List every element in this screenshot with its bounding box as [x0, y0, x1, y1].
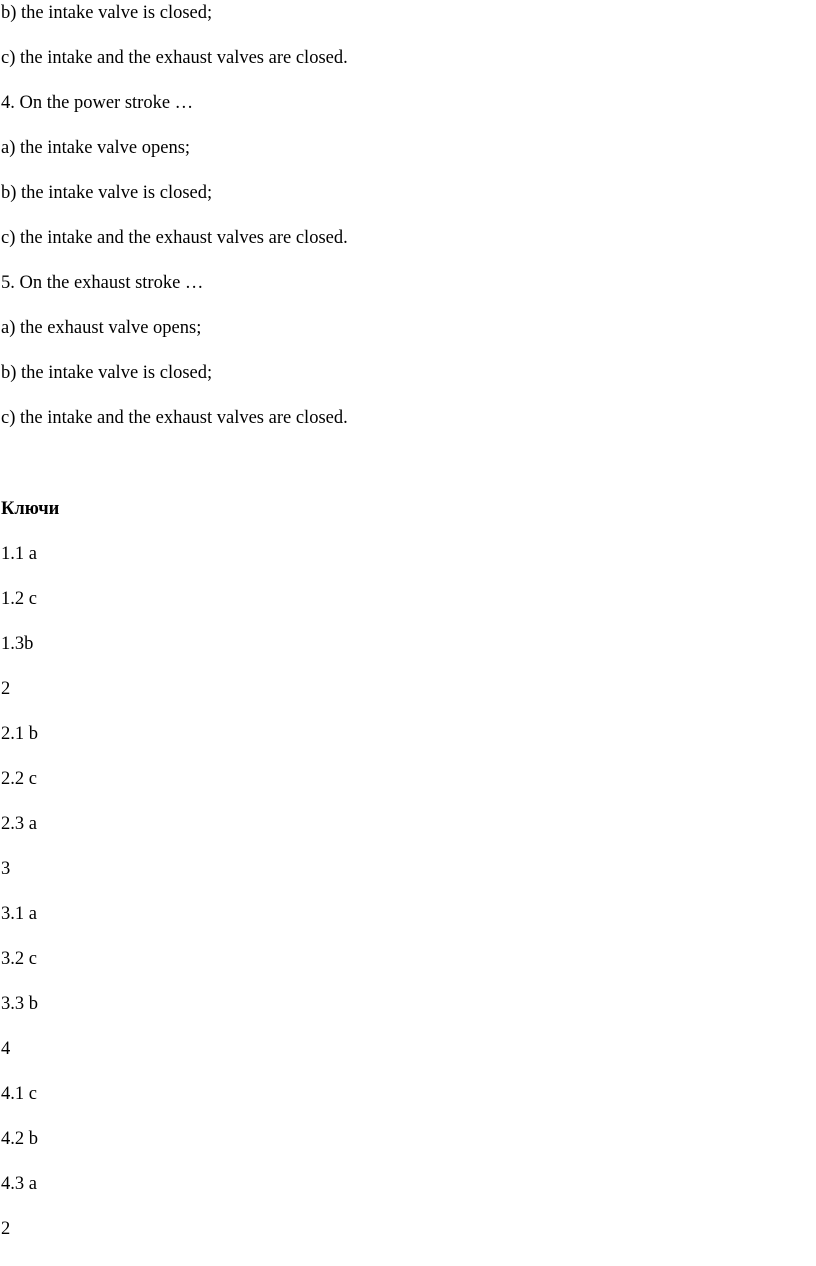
key-item: 1.2 c — [1, 589, 37, 609]
key-item: 3 — [1, 859, 11, 879]
key-item: 2 — [1, 679, 11, 699]
question-5-option-a: a) the exhaust valve opens; — [1, 318, 202, 338]
key-item: 3.2 c — [1, 949, 37, 969]
key-item: 4.3 a — [1, 1174, 37, 1194]
question-5-option-c: c) the intake and the exhaust valves are closed. — [1, 408, 348, 428]
question-3-option-b: b) the intake valve is closed; — [1, 3, 213, 23]
question-4-option-b: b) the intake valve is closed; — [1, 183, 213, 203]
key-item: 1.1 a — [1, 544, 37, 564]
question-4-stem: 4. On the power stroke … — [1, 93, 194, 113]
question-5-stem: 5. On the exhaust stroke … — [1, 273, 204, 293]
key-item: 2.3 a — [1, 814, 37, 834]
key-item: 3.3 b — [1, 994, 38, 1014]
question-4-option-c: c) the intake and the exhaust valves are closed. — [1, 228, 348, 248]
keys-heading: Ключи — [1, 499, 60, 519]
key-item: 4.1 c — [1, 1084, 37, 1104]
question-5-option-b: b) the intake valve is closed; — [1, 363, 213, 383]
key-item: 3.1 a — [1, 904, 37, 924]
key-item: 1.3b — [1, 634, 34, 654]
key-item: 2.1 b — [1, 724, 38, 744]
key-item: 2.2 c — [1, 769, 37, 789]
question-3-option-c: c) the intake and the exhaust valves are closed. — [1, 48, 348, 68]
key-item: 2 — [1, 1219, 11, 1239]
key-item: 4.2 b — [1, 1129, 38, 1149]
question-4-option-a: a) the intake valve opens; — [1, 138, 191, 158]
key-item: 4 — [1, 1039, 11, 1059]
